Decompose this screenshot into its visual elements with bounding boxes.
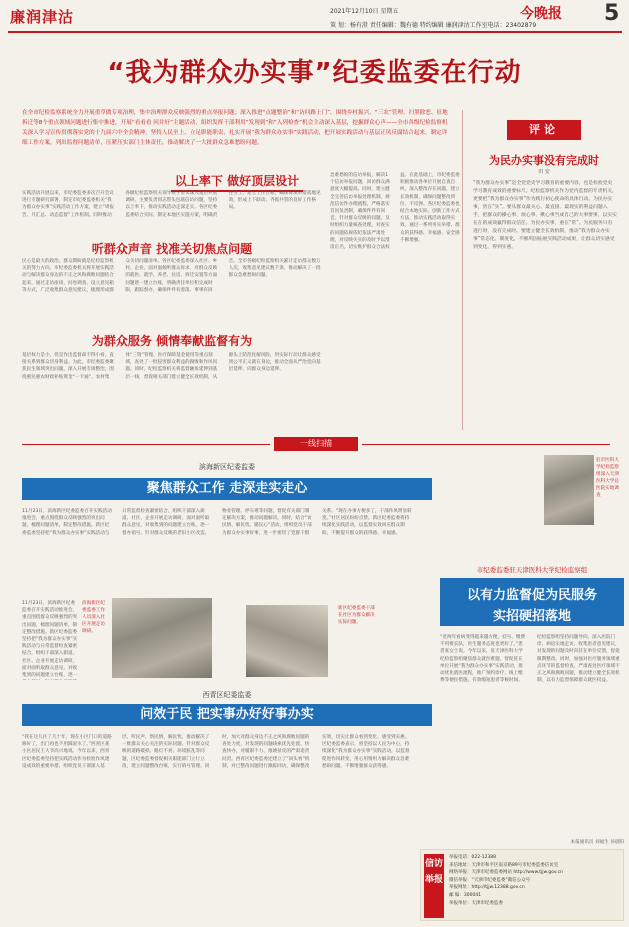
report-line: 举报单位：天津市纪委监委 (449, 900, 503, 906)
binhai-kicker: 滨海新区纪委监委 (199, 463, 255, 471)
xiqing-title: 问效于民 把实事办好好事办实 (22, 704, 432, 726)
section2-body: 民心是最大的政治，群众期盼就是纪检监察机关的努力方向。市纪委监委机关将开展实践活动与解决群众身边的不正之风和腐败问题结合起来，通过走访座谈、问卷调查、设立意见箱等方式，广泛收集群众意见建议，梳理形成群众关切问题清单。各区纪委监委深入社区、乡村、企业，面对面倾听群众诉求，对群众反映的就医、就学、养老、住房、拆迁安置等方面问题逐一建立台账，明确责任单位和完成时限，跟踪督办，确保件件有着落、事事有回音。全市各级纪检监察机关累计走访群众数万人次，收集意见建议数千条，推动解决了一批群众急难愁盼问题。 (22, 259, 321, 293)
report-line: 举报电话：022-12388 (449, 855, 497, 860)
right-photo (544, 455, 594, 525)
xiqing-body: “我在这儿住了几十年，现在小区门口的道路修好了，出门再也不用踩泥水了。”西青区某小区居民王大爷高兴地说。今年以来，西青区纪委监委坚持把实践活动作为检验作风建设成效的重要举措，组织党员干部深入基层，听民声、察民情、解民忧，推动解决了一批群众关心关注的实际问题。针对群众反映的道路破损、路灯不亮、环境脏乱等问题，区纪委监委督促相关职能部门立行立改，建立问题整改台账，实行销号管理。同时，加大对群众身边不正之风和腐败问题的查处力度，对发现的问题线索优先处置、快查快办，对履职不力、推诿扯皮的严肃追责问责。西青区纪委监委还建立了“回头看”机制，对已整改问题进行跟踪回访，确保整改实效，切实让群众看到变化、感受到实惠。区纪委监委表示，将坚持以人民为中心，持续深化“我为群众办实事”实践活动，以监督促进作风转变，用心用情用力解决群众急难愁盼问题，不断增强群众获得感。 (22, 735, 410, 769)
commentary-author: 田 安 (538, 169, 550, 175)
section2-title: 听群众声音 找准关切焦点问题 (91, 242, 253, 256)
column-divider (462, 110, 463, 430)
banner-label: 一线扫描 (274, 437, 358, 451)
report-lines (449, 854, 621, 907)
continued-body: 急难愁盼的信访举报，解决1个信访举报问题，回访群众满意度大幅提高。同时，建立健全完善信访举报处理机制，规范信访件办理流程，严格落实首问负责制，确保件件有回音。针对群众反映的问题，及时组织力量核查处理，对查实的问题依规依纪依法严肃处理，对反映失实的及时予以澄清正名，切实维护群众合法权益。在此基础上，市纪委监委积极推动各单位开展自查自纠，深入整改存在问题，建立长效机制，确保问题整改到位、不反弹。各区纪委监委也结合本地实际，创新工作方式方法，推动实践活动取得实效。通过一系列务实举措，群众的获得感、幸福感、安全感不断增强。 (330, 173, 460, 251)
page-header (0, 0, 629, 34)
commentary-box (467, 110, 621, 435)
report-tag: 信访举报 (424, 854, 444, 918)
banner-rule-left (22, 444, 270, 445)
xiqing-kicker: 西青区纪委监委 (202, 691, 252, 699)
binhai-photo-2 (246, 605, 328, 677)
binhai-photo-1-caption: 滨海新区纪委监委工作人员深入社区开展走访调研。 (82, 601, 105, 634)
date-line: 2021年12月10日 星期五 (330, 8, 399, 15)
right-photo-caption: 驻市医科大学纪检监察组深入天津医科大学总医院实地调查 (596, 458, 619, 498)
tianyi-kicker: 市纪委监委驻天津医科大学纪检监察组 (476, 566, 588, 574)
binhai-photo-2-caption: 新区纪委监委干部在社区为群众解决实际问题。 (338, 606, 375, 625)
lead-paragraph: 在全市纪检监察系统全力开展重草做专项治理，集中治理群众反映强烈的重点举报问题；深入推进“点题整治”和“访问路上门”，围绕乡村振兴、“三农”管理、扫黑除恶、征地拆迁等8个重点领域问题进行集中推进，开展“看看看 问并好”主题活动，组织发挥干部利用“发现到”和“入列检查”机会主动深入基层，挖掘群众心声——全市各级纪检监察机关深入学习宣传贯彻落实党的十九届六中全会精神，坚持人民至上、立足职能职责，扎实开展“我为群众办实事”实践活动，把开展实践活动与基层正风反腐结合起来，制定详细工作方案，列出监督问题清单，压紧压实部门主体责任，推动解决了一大批群众急难愁盼问题。 (22, 110, 448, 146)
section3-body: 基层权力是小，但是作出监督却不得小看，直接关系到群众切身利益。为此，市纪委监委聚焦民生领域突出问题，深入开展专项整治，围绕惠民惠农财政补贴资金“一卡通”、农村集体“三资”管理、医疗保障基金使用等重点领域，查处了一批侵害群众利益的腐败和作风问题。同时，纪检监察机关将监督触角延伸到基层一线，督促相关部门建立健全长效机制，从源头上防范化解风险，用实际行动让群众感受到公平正义就在身边，推动全面从严治党向基层延伸、向群众身边延伸。 (22, 353, 321, 380)
report-info-box (420, 849, 624, 921)
section1-title: 以上率下 做好顶层设计 (171, 172, 303, 192)
report-line: 来信地址：天津市和平区南京路89号市纪委监委信访室 (449, 862, 559, 868)
main-headline: “我为群众办实事”纪委监委在行动 (107, 58, 522, 88)
banner-rule-right (362, 444, 610, 445)
binhai-photo-1 (112, 598, 212, 678)
tianyi-body: “近两年看病变得越来越方便，挂号、缴费不用排长队，医生服务态度也更好了。”患者张女士说。今年以来，驻天津医科大学纪检监察组聚焦群众就医难题，督促驻在单位开展“我为群众办实事”实践活动，推动优化就医流程，推广预约诊疗、线上缴费等便民措施，有效缩短患者等候时间。纪检监察组坚持问题导向，深入医院门诊、病房实地走访，收集患者意见建议，对发现的问题及时向驻在单位反馈，督促限期整改。同时，加强对医疗服务领域重点环节的监督检查，严肃查处医疗领域不正之风和腐败问题，推动建立健全长效机制，以有力监督保障群众就医权益。 (440, 635, 620, 684)
binhai-title: 聚焦群众工作 走深走实走心 (22, 478, 432, 500)
page-number: 5 (604, 1, 620, 26)
report-line: 举报网址：http://tjjw.12388.gov.cn (449, 885, 525, 891)
report-line: 网络举报：天津市纪委监委网站 http://www.tjjw.gov.cn (449, 870, 563, 876)
editor-line: 策 划：杨有澄 责任编辑：魏有德 特约编辑 廉润津沽工作室电话：23402879 (330, 22, 537, 29)
commentary-title: 为民办实事没有完成时 (489, 154, 599, 167)
tianyi-title-line1: 以有力监督促为民服务 (466, 588, 597, 603)
report-line: 邮 编：300041 (449, 892, 482, 898)
section1-body: 实践活动开展以来，市纪委监委多次召开会议进行专题研究部署，制定市纪委监委机关“我为群众办实事”实践活动工作方案，建立“周报告、月汇总、动态监督”工作机制。同时推动各级纪检监察机关领导班子带头深入基层开展调研，主要负责同志带头包联信访问题，坚持以上率下，推动实践活动走深走实。各区纪委监委结合实际，制定本地区实施方案，明确责任分工，建立工作台账，确保每项举措落地见效，形成上下联动、齐抓共管的良好工作格局。 (22, 191, 321, 218)
binhai-body: 11月23日，滨海新区纪委监委召开实践活动推进会，重点围绕群众反映强烈的突出问题，梳理问题清单，制定整改措施。新区纪委监委坚持把“我为群众办实事”实践活动与日常监督检查紧密结合，组织干部深入街道、社区、企业开展走访调研，面对面听取群众意见，对收集到的问题建立台账，逐一督办销号。针对群众反映的老旧小区改造、物业管理、停车难等问题，督促有关部门制定解决方案，推动问题解决。同时，结合“访民情、解民忧、暖民心”活动，组织党员干部为群众办实事好事，进一步密切了党群干群关系。“现在办事方便多了，干部作风明显转变。”社区居民纷纷点赞。新区纪委监委将持续深化实践活动，以监督实效回应群众期盼，不断提升群众的获得感、幸福感。 (22, 509, 412, 536)
newspaper-logo: 今晚报 (520, 6, 562, 22)
header-rule (8, 31, 622, 33)
report-line: 微信举报：“天津市纪委监委”微信公众号 (449, 877, 531, 883)
section-name: 廉润津沽 (10, 8, 75, 26)
commentary-body: “我为群众办实事”是全党党史学习教育的重要内容，也是检验党史学习教育成效的重要标尺。纪检监察机关作为党内监督的专责机关，更要把“我为群众办实事”作为践行初心使命的具体行动。为民办实事，贵在“实”。要从群众最关心、最直接、最现实的利益问题入手，把群众的操心事、烦心事、揪心事当成自己的大事要事，以实实在在的成效赢得群众信任。为民办实事，重在“常”。为民服务只有进行时，没有完成时。要建立健全长效机制，推动“我为群众办实事”常态化、制度化，不断巩固拓展实践活动成果，让群众切实感受到变化、得到实惠。 (473, 181, 617, 250)
tianyi-signature: 本报通讯员 刘福生 孙晨阳 (570, 840, 624, 845)
commentary-tag: 评论 (507, 120, 581, 140)
section-banner (22, 437, 610, 451)
binhai-body-cont: 11月23日，滨海新区纪委监委召开实践活动推进会，重点围绕群众反映强烈的突出问题，梳理问题清单，制定整改措施。新区纪委监委坚持把“我为群众办实事”实践活动与日常监督检查紧密结合，组织干部深入街道、社区、企业开展走访调研，面对面听取群众意见，对收集到的问题建立台账，逐一 (22, 601, 78, 679)
section3-title: 为群众服务 倾情奉献监督有为 (91, 334, 253, 348)
tianyi-title-block (440, 578, 624, 626)
tianyi-title-line2: 实招硬招落地 (492, 609, 571, 624)
